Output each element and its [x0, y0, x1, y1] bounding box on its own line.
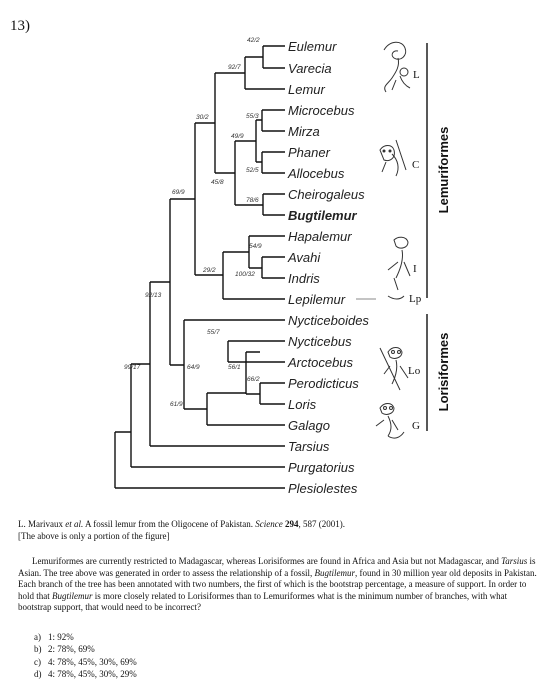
branch-label: 54/9	[249, 243, 262, 250]
option-text: 2: 78%, 69%	[48, 644, 95, 655]
option-letter: d)	[34, 669, 42, 680]
loris-sketch-icon	[380, 348, 408, 391]
figure-note: [The above is only a portion of the figure]	[18, 531, 170, 541]
taxon-label: Hapalemur	[288, 229, 352, 244]
taxon-label: Indris	[288, 271, 320, 286]
taxon-labels	[287, 39, 369, 496]
tree-branches	[115, 46, 285, 488]
option-text: 1: 92%	[48, 632, 74, 642]
taxon-label: Varecia	[288, 61, 332, 76]
taxon-label: Avahi	[288, 250, 321, 265]
branch-label: 61/9	[170, 401, 183, 408]
taxon-label: Allocebus	[288, 166, 345, 181]
taxon-label: Loris	[288, 397, 317, 412]
lorisiformes-label: Lorisiformes	[436, 332, 451, 412]
answer-option-b[interactable]	[34, 643, 137, 655]
branch-support-labels	[124, 37, 262, 408]
option-letter: b)	[34, 644, 42, 655]
taxon-label: Galago	[288, 418, 330, 433]
taxon-label-bugtilemur: Bugtilemur	[288, 208, 357, 223]
branch-label: 92/7	[228, 64, 241, 71]
answer-option-a[interactable]	[34, 631, 137, 643]
passage-text: is more closely related to Lorisiformes than to Lemuriformes what is the minimum number of branches, with what bootstrap support, that would need to be incorrect?	[18, 590, 508, 613]
branch-label: 78/6	[246, 197, 259, 204]
answer-option-d[interactable]	[34, 668, 137, 680]
branch-label: 52/5	[246, 167, 259, 174]
galago-sketch-icon	[376, 404, 404, 439]
citation-journal: Science	[255, 519, 283, 529]
passage-text: , found in 30 million year old deposits in Pakistan. Each branch of the tree has been annotated with two numbers, the first of which is the bootstrap percentage, a measure of support. In order to hold that	[18, 567, 537, 601]
branch-label: 56/1	[228, 364, 241, 371]
citation-etal: et al.	[65, 519, 84, 529]
option-text: 4: 78%, 45%, 30%, 29%	[48, 669, 137, 680]
taxon-label: Nycticebus	[288, 334, 352, 349]
branch-label: 30/2	[196, 114, 209, 121]
branch-label: 45/8	[211, 179, 224, 186]
branch-label: 42/2	[247, 37, 260, 44]
group-letter-C: C	[412, 159, 420, 171]
figure-citation	[18, 518, 538, 542]
option-text: 4: 78%, 45%, 30%, 69%	[48, 656, 137, 667]
citation-volume: 294	[284, 519, 299, 529]
passage-text: Lemuriformes are currently restricted to Madagascar, whereas Lorisiformes are found in Africa and Asia but not Madagascar, and	[32, 556, 502, 566]
lemuriformes-label: Lemuriformes	[436, 126, 451, 214]
branch-label: 55/3	[246, 113, 259, 120]
branch-label: 55/7	[207, 329, 220, 336]
taxon-label: Mirza	[288, 124, 320, 139]
lemur-sketch-icon	[384, 42, 410, 92]
branch-label: 49/9	[231, 133, 244, 140]
indri-sketch-icon	[388, 237, 410, 299]
passage-italic: Bugtilemur	[314, 567, 355, 578]
option-letter: c)	[34, 656, 41, 667]
option-letter: a)	[34, 632, 41, 642]
taxon-label: Cheirogaleus	[288, 187, 365, 202]
group-letter-I: I	[413, 263, 417, 275]
taxon-label: Arctocebus	[288, 355, 354, 370]
passage-italic: Tarsius	[501, 556, 528, 566]
branch-label: 64/9	[187, 364, 200, 371]
taxon-label: Phaner	[288, 145, 330, 160]
taxon-label: Nycticeboides	[288, 313, 369, 328]
answer-options	[34, 631, 137, 681]
branch-label: 92/13	[145, 292, 162, 299]
taxon-label: Purgatorius	[288, 460, 355, 475]
branch-label: 100/32	[235, 271, 255, 278]
taxon-label: Lepilemur	[288, 292, 346, 307]
passage-text: is Asian. The tree above was generated in order to assess the relationship of a fossil,	[18, 556, 536, 578]
taxon-label: Microcebus	[288, 103, 355, 118]
taxon-label: Perodicticus	[288, 376, 359, 391]
group-letter-G: G	[412, 420, 420, 432]
group-letter-L: L	[413, 69, 420, 81]
question-number: 13)	[10, 18, 30, 34]
branch-label: 99/17	[124, 364, 141, 371]
taxon-label: Eulemur	[288, 39, 337, 54]
taxon-label: Tarsius	[288, 439, 330, 454]
citation-pages: , 587 (2001).	[298, 519, 345, 529]
citation-title: A fossil lemur from the Oligocene of Pakistan.	[85, 519, 253, 529]
citation-authors: L. Marivaux	[18, 519, 63, 529]
taxon-label: Plesiolestes	[288, 481, 358, 496]
group-letter-Lp: Lp	[409, 293, 422, 305]
answer-option-c[interactable]	[34, 656, 137, 668]
group-letter-Lo: Lo	[408, 365, 421, 377]
mouse-lemur-sketch-icon	[380, 140, 406, 176]
branch-label: 66/2	[247, 376, 260, 383]
passage-italic: Bugtilemur	[52, 590, 93, 601]
branch-label: 69/9	[172, 189, 185, 196]
taxon-label: Lemur	[288, 82, 325, 97]
branch-label: 29/2	[203, 267, 216, 274]
question-passage	[18, 556, 540, 614]
